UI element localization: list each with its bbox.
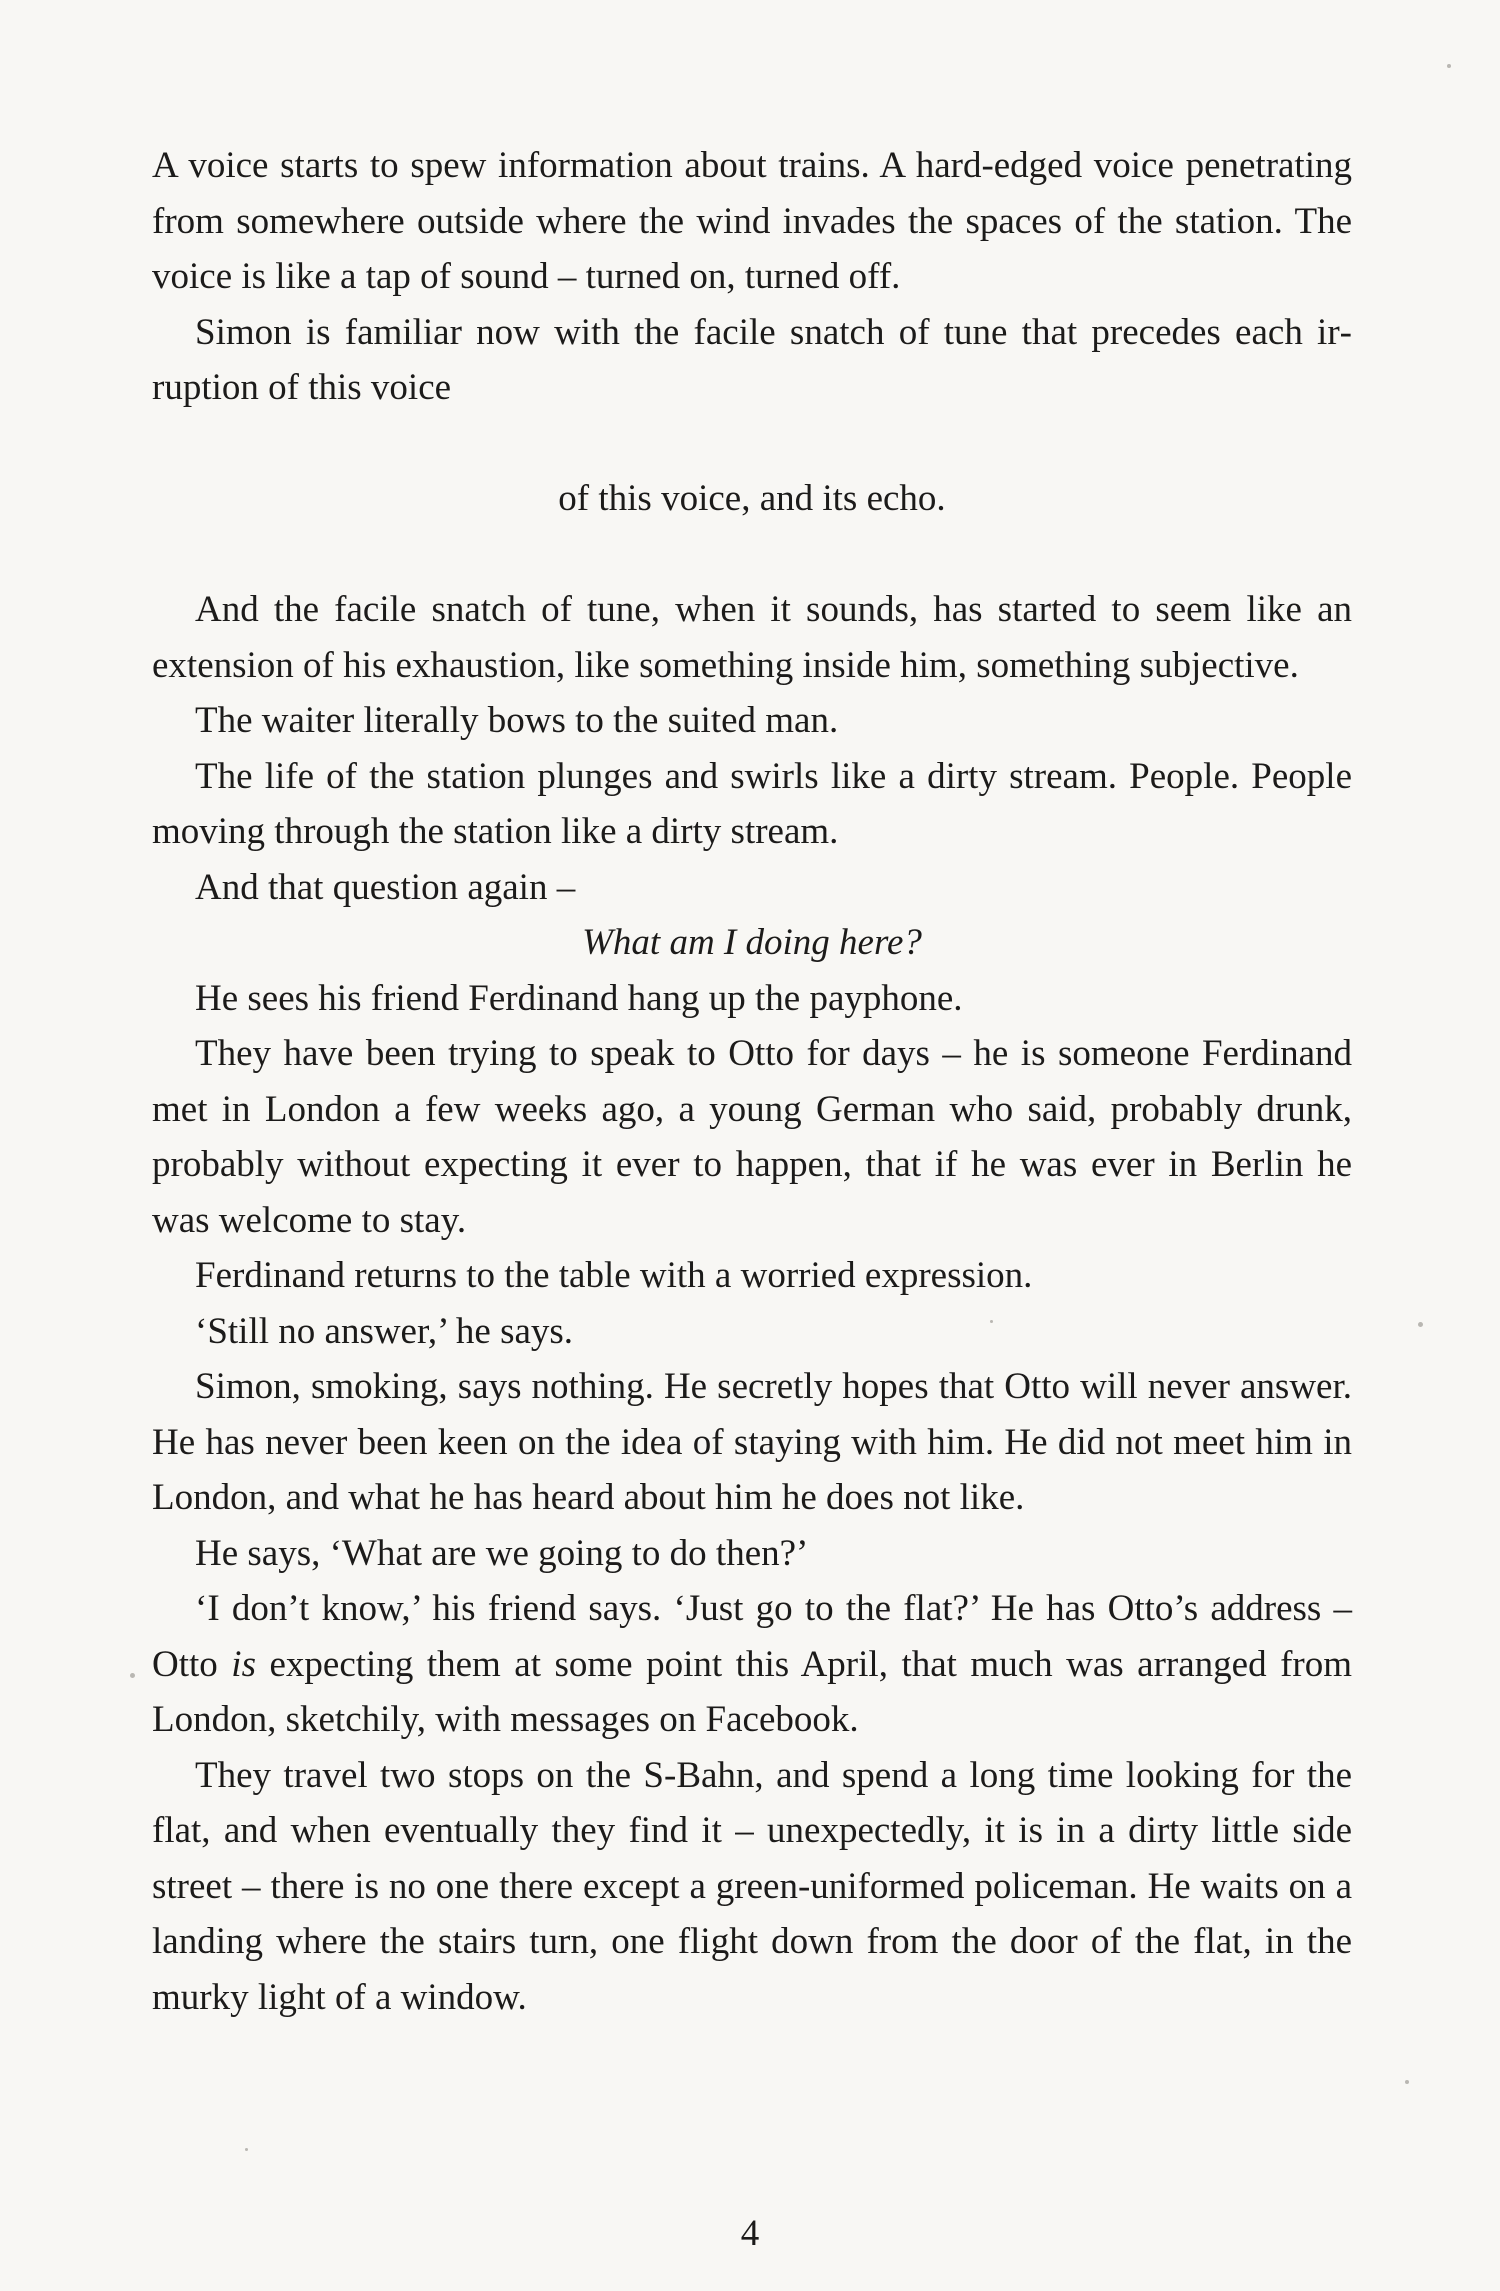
paragraph-5: The life of the station plunges and swirls like a dirty stream. People. People moving through the station like a dirty stream. [152,755,1352,852]
paragraph-14: They travel two stops on the S-Bahn, and spend a long time looking for the flat, and when eventually they find it – unexpectedly, it is in a dirty little side street – there is no one there except a green-uniformed policeman. He waits on a landing where the stairs turn, one flight down from the door of the flat, in the murky light of a window. [152,1754,1352,2018]
paragraph-9: Ferdinand returns to the table with a worried expression. [195,1255,1033,1296]
paper-speck [990,1320,993,1323]
spacer [152,416,1352,472]
paper-speck [1447,64,1451,68]
paragraph-11: Simon, smoking, says nothing. He secretly hopes that Otto will never answer. He has never been keen on the idea of staying with him. He did not meet him in London, and what he has heard about him he does not like. [152,1366,1352,1518]
paragraph-centered-echo: of this voice, and its echo. [558,478,946,519]
italic-question: What am I doing here? [582,922,922,963]
paragraph-13: ‘I don’t know,’ his friend says. ‘Just go to the flat?’ He has Otto’s address – Otto is expecting them at some point this April, that much was arranged from London, sketchily, with messages on Facebook. [152,1588,1353,1740]
paper-speck [245,2148,248,2151]
paragraph-4: The waiter literally bows to the suited man. [195,700,839,741]
emphasis-is: is [231,1643,256,1685]
paper-speck [130,1673,135,1678]
paragraph-6: And that question again – [195,866,576,908]
paragraph-8: They have been trying to speak to Otto for days – he is someone Ferdinand met in London a few weeks ago, a young German who said, probably drunk, probably without expecting it ever to happen, that if he was ever in Berlin he was welcome to stay. [152,1033,1352,1241]
paragraph-10: ‘Still no answer,’ he says. [195,1310,574,1352]
paragraph-2: Simon is familiar now with the facile snatch of tune that precedes each irruption of this voice [152,311,1352,408]
paragraph-3: And the facile snatch of tune, when it sounds, has started to seem like an extension of his exhaustion, like something inside him, something subjective. [152,589,1352,686]
paragraph-7: He sees his friend Ferdinand hang up the payphone. [195,977,963,1019]
body-text [152,138,1352,2025]
paper-speck [1405,2080,1409,2084]
spacer [152,527,1352,583]
paragraph-1: A voice starts to spew information about trains. A hard-edged voice penetrating from somewhere outside where the wind invades the spaces of the station. The voice is like a tap of sound – turned on, turned off. [152,145,1352,297]
page-number: 4 [740,2213,760,2254]
paragraph-12: He says, ‘What are we going to do then?’ [195,1532,809,1574]
paper-speck [1418,1322,1423,1327]
